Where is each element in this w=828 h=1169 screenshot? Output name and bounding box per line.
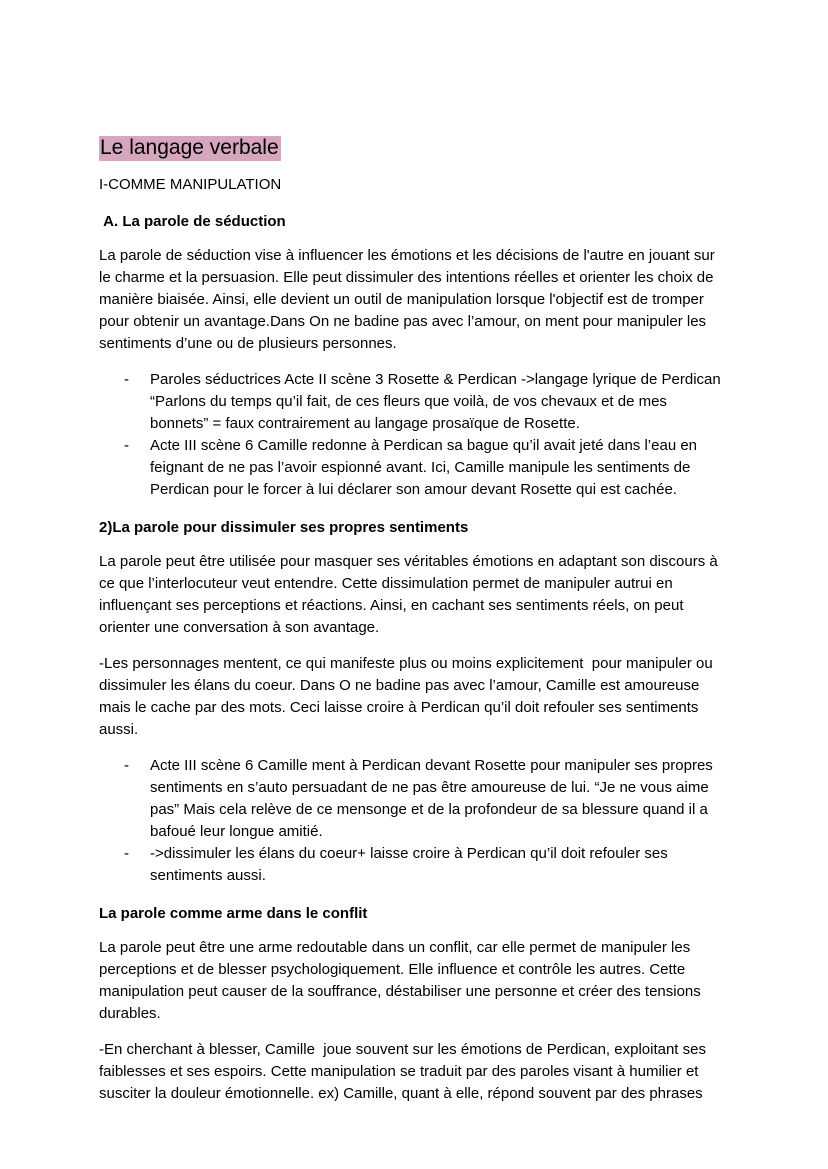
list-dissimulation-examples — [99, 755, 729, 887]
document-title — [99, 135, 729, 160]
paragraph-camille-blesser: -En cherchant à blesser, Camille joue souvent sur les émotions de Perdican, exploitant ses faiblesses et ses espoirs. Cette manipulation se traduit par des paroles visant à humilier et susciter la douleur émotionnelle. ex) Camille, quant à elle, répond souvent par des phrases — [99, 1041, 711, 1102]
list-item — [99, 435, 729, 501]
paragraph-arme-intro: La parole peut être une arme redoutable dans un conflit, car elle permet de manipuler les perceptions et de blesser psychologiquement. Elle influence et contrôle les autres. Cette manipulation peut causer de la souffrance, déstabiliser une personne et créer des tensions durables. — [99, 939, 705, 1022]
heading-comme-manipulation: I-COMME MANIPULATION — [99, 176, 282, 193]
document-title-highlight: Le langage verbale — [100, 136, 279, 159]
dash-bullet: - — [124, 757, 129, 774]
list-item-text: Acte III scène 6 Camille ment à Perdican devant Rosette pour manipuler ses propres sentiments en s’auto persuadant de ne pas être amoureuse de lui. “Je ne vous aime pas” Mais cela relève de ce mensonge et de la profondeur de sa blessure quand il a bafoué leur longue amitié. — [150, 757, 717, 840]
dash-bullet: - — [124, 437, 129, 454]
paragraph-dissimulation-intro: La parole peut être utilisée pour masquer ses véritables émotions en adaptant son discours à ce que l’interlocuteur veut entendre. Cette dissimulation permet de manipuler autrui en influençant ses perceptions et réactions. Ainsi, en cachant ses sentiments réels, on peut orienter une conversation à son avantage. — [99, 553, 722, 636]
list-item-text: Paroles séductrices Acte II scène 3 Rosette & Perdican ->langage lyrique de Perdican “Parlons du temps qu’il fait, de ces fleurs que voilà, de vos chevaux et de mes bonnets” = faux contrairement au langage prosaïque de Rosette. — [150, 371, 725, 432]
list-item-text: Acte III scène 6 Camille redonne à Perdican sa bague qu’il avait jeté dans l’eau en feignant de ne pas l’avoir espionné avant. Ici, Camille manipule les sentiments de Perdican pour le forcer à lui déclarer son amour devant Rosette qui est cachée. — [150, 437, 702, 498]
paragraph-seduction-intro: La parole de séduction vise à influencer les émotions et les décisions de l'autre en jouant sur le charme et la persuasion. Elle peut dissimuler des intentions réelles et orienter les choix de manière biaisée. Ainsi, elle devient un outil de manipulation lorsque l'objectif est de tromper pour obtenir un avantage.Dans On ne badine pas avec l’amour, on ment pour manipuler les sentiments d’une ou de plusieurs personnes. — [99, 247, 719, 352]
dash-bullet: - — [124, 845, 129, 862]
list-item — [99, 843, 729, 887]
heading-parole-seduction: A. La parole de séduction — [99, 213, 286, 230]
heading-dissimuler-sentiments: 2)La parole pour dissimuler ses propres sentiments — [99, 519, 469, 536]
dash-bullet: - — [124, 371, 129, 388]
list-item-text: ->dissimuler les élans du coeur+ laisse croire à Perdican qu’il doit refouler ses sentiments aussi. — [150, 845, 672, 884]
list-item — [99, 755, 729, 843]
heading-parole-arme-conflit: La parole comme arme dans le conflit — [99, 905, 368, 922]
list-seduction-examples — [99, 369, 729, 501]
list-item — [99, 369, 729, 435]
paragraph-personnages-mentent: -Les personnages mentent, ce qui manifeste plus ou moins explicitement pour manipuler ou dissimuler les élans du coeur. Dans O ne badine pas avec l’amour, Camille est amoureuse mais le cache par des mots. Ceci laisse croire à Perdican qu’il doit refouler ses sentiments aussi. — [99, 655, 717, 738]
